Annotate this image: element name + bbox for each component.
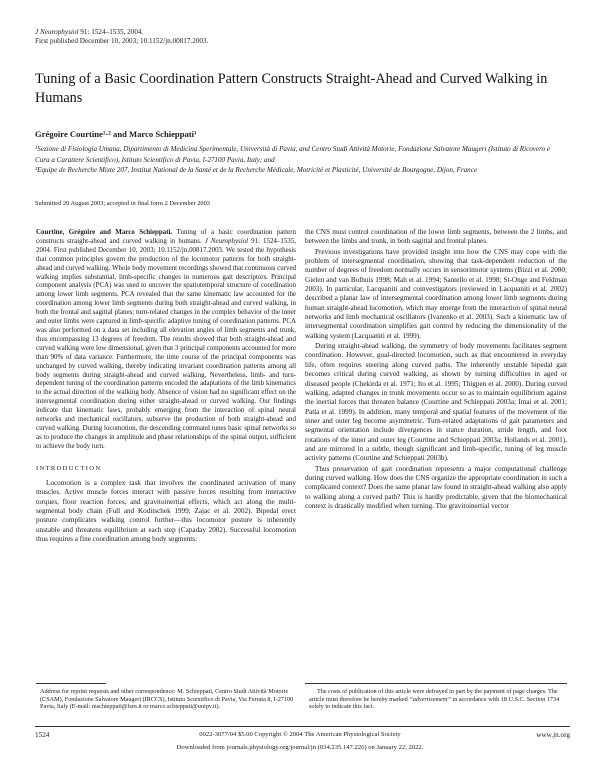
- intro-paragraph-3: During straight-ahead walking, the symmetry of body movements facilitates segment coordination. However, goal-directed locomotion, such as that encountered in everyday life, often requires steering along curved paths. The inherently unstable bipedal gait becomes critical during curved walking, as shown by turning difficulties in aged or diseased people (Chekirda et al. 1971; Ito et al. 1995; Thigpen et al. 2000). During curved walking, adapted changes in trunk movements occur so as to maintain equilibrium against the inertial forces that threaten balance (Courtine and Schieppati 2003a; Imai et al. 2001; Patla et al. 1999). In addition, many temporal and spatial features of the movement of the inner and outer leg become asymmetric. Turn-related adaptations of gait parameters and segmental orientation include divergences in stance duration, stride length, and foot rotations of the inner and outer leg (Courtine and Schieppati 2003a; Hollands et al. 2001), and are mirrored in a subtle, though significant and limb-specific, tuning of leg muscle activity patterns (Courtine and Schieppati 2003b).: [305, 342, 567, 463]
- cost-note-pre: The costs of publication of this article were defrayed in part by the payment of page charges. The article must therefore be hereby marked: [309, 688, 558, 703]
- journal-name: J Neurophysiol: [35, 28, 79, 36]
- copyright-line: 0022-3077/04 $5.00 Copyright © 2004 The American Physiological Society: [199, 731, 401, 738]
- left-column: [36, 228, 296, 544]
- right-column: [305, 228, 567, 511]
- page-number: 1524: [35, 731, 50, 739]
- submission-dates: Submitted 20 August 2003; accepted in final form 2 December 2003: [35, 200, 210, 207]
- abstract-authors: Courtine, Grégoire and Marco Schieppati.: [36, 228, 173, 236]
- intro-paragraph-2: Previous investigations have provided insight into how the CNS may cope with the problem of intersegmental coordination, showing that task-dependent reduction of the number of degrees of freedom normally occurs in sensorimotor systems (Bizzi et al. 2000; Gielen and van Bolhuis 1998; Mah et al. 1994; Santello et al. 1998; St-Onge and Feldman 2003). In particular, Lacquaniti and coinvestigators (reviewed in Lacquaniti et al. 2002) described a planar law of intersegmental coordination among lower limb segments during human straight-ahead locomotion, which may emerge from the interaction of spinal neural networks and limb mechanical oscillators (Ivanenko et al. 2003). Such a kinematic law of intersegmental coordination simplifies gait control by reducing the dimensionality of the walking system (Lacquaniti et al. 1999).: [305, 247, 567, 340]
- intro-paragraph-continued: the CNS must control coordination of the lower limb segments, between the 2 limbs, and between the limbs and trunk, in both sagittal and frontal planes.: [305, 228, 567, 246]
- publication-cost-footnote: [309, 688, 571, 711]
- journal-reference: [35, 28, 208, 46]
- affiliations: [35, 144, 565, 176]
- abstract-citation: 91: 1524–1535, 2004. First published December 10, 2003; 10.1152/jn.00817.2003.: [36, 236, 296, 254]
- correspondence-footnote: Address for reprint requests and other correspondence: M. Schieppati, Centro Studi Attività Motorie (CSAM), Fondazione Salvatore Maugeri (IRCCS), Istituto Scientifico di Pavia, Via Ferrata 8, I-27100 Pavia, Italy (E-mail: mschieppati@fsm.it or marco.schieppati@unipv.it).: [40, 688, 294, 711]
- affiliation-1: ¹Sezione di Fisiologia Umana, Dipartimento di Medicina Sperimentale, Università di Pavia, and Centro Studi Attività Motorie, Fondazione Salvatore Maugeri (Istituto di Ricovero e Cura a Carattere Scientifico), Istituto Scientifico di Pavia, I-27100 Pavia, Italy; and: [35, 145, 551, 164]
- footnote-rule-left: [36, 683, 106, 684]
- abstract-title: Tuning of a basic coordination pattern constructs straight-ahead and curved walking in humans.: [36, 228, 296, 245]
- cost-note-mark: “advertisement”: [409, 695, 451, 703]
- intro-paragraph-4: Thus preservation of gait coordination represents a major computational challenge during curved walking. How does the CNS organize the appropriate coordination in such a complicated context? Does the same planar law found in straight-ahead walking also apply to walking along a curved path? This is hardly predictable, given that the biomechanical context is drastically modified when turning. The gravitoinertial vector: [305, 464, 567, 510]
- journal-citation: 91: 1524–1535, 2004.: [78, 28, 144, 36]
- abstract: [36, 228, 296, 451]
- download-notice: Downloaded from journals.physiology.org/journal/jn (034.235.147.226) on January 22, 2022.: [176, 744, 424, 751]
- intro-paragraph-1: Locomotion is a complex task that involves the coordinated activation of many muscles. Active muscle forces interact with passive forces resulting from interactive torques, floor reaction forces, and gravitoinertial effects, which act along the multi-segmental body chain (Full and Koditschek 1999; Zajac et al. 2002). Bipedal erect posture complicates walking control further—this locomotor posture is inherently unstable and threatens equilibrium at each step (Capaday 2002). Successful locomotion thus requires a fine coordination among body segments:: [36, 479, 296, 544]
- abstract-journal: J Neurophysiol: [204, 236, 249, 245]
- abstract-body: We tested the hypothesis that common principles govern the production of the locomotor patterns for both straight-ahead and curved walking. Whole body movement recordings showed that continuous curved walking implies substantial, limb-specific changes in numerous gait descriptors. Principal component analysis (PCA) was used to uncover the spatiotemporal structure of coordination among lower limb segments. PCA revealed that the same kinematic law accounted for the coordination among lower limb segments during both straight-ahead and curved walking, in both the frontal and sagittal planes; turn-related changes in the complex behavior of the inner and outer limbs were captured in limb-specific adaptive tuning of coordination patterns. PCA was also performed on a data set including all elevation angles of limb segments and trunk, thus encompassing 13 degrees of freedom. The results showed that both straight-ahead and curved walking were low dimensional, given that 3 principal components accounted for more than 90% of data variance. Furthermore, the time course of the principal components was unchanged by curved walking, thereby indicating invariant coordination patterns among all body segments during straight-ahead and curved walking. Nevertheless, limb- and turn-dependent tuning of the coordination patterns encoded the adaptations of the limb kinematics to the actual direction of the walking body. Absence of vision had no significant effect on the intersegmental coordination during either straight-ahead or curved walking. Our findings indicate that kinematic laws, probably emerging from the interaction of spinal neural networks and mechanical oscillators, subserve the production of both straight-ahead and curved walking. During locomotion, the descending command tunes basic spinal networks so as to produce the changes in amplitude and phase relationships of the spinal output, sufficient to achieve the body turn.: [36, 245, 297, 450]
- footnote-rule-right: [305, 683, 567, 684]
- article-authors: Grégoire Courtine¹·² and Marco Schieppati¹: [35, 129, 197, 139]
- footer-rule: [35, 726, 570, 727]
- first-published: First published December 10, 2003; 10.1152/jn.00817.2003.: [35, 37, 209, 46]
- journal-website-link[interactable]: www.jn.org: [536, 731, 570, 739]
- section-heading-introduction: INTRODUCTION: [36, 464, 102, 472]
- affiliation-2: ²Equipe de Recherche Mixte 207, Institut National de la Santé et de la Recherche Médicale, Motricité et Plasticité, Université de Bourgogne, Dijon, France: [35, 166, 478, 175]
- cost-note-post: in accordance with 18 U.S.C. Section 1734 solely to indicate this fact.: [309, 695, 560, 711]
- article-title: Tuning of a Basic Coordination Pattern Constructs Straight-Ahead and Curved Walking in Humans: [35, 71, 548, 106]
